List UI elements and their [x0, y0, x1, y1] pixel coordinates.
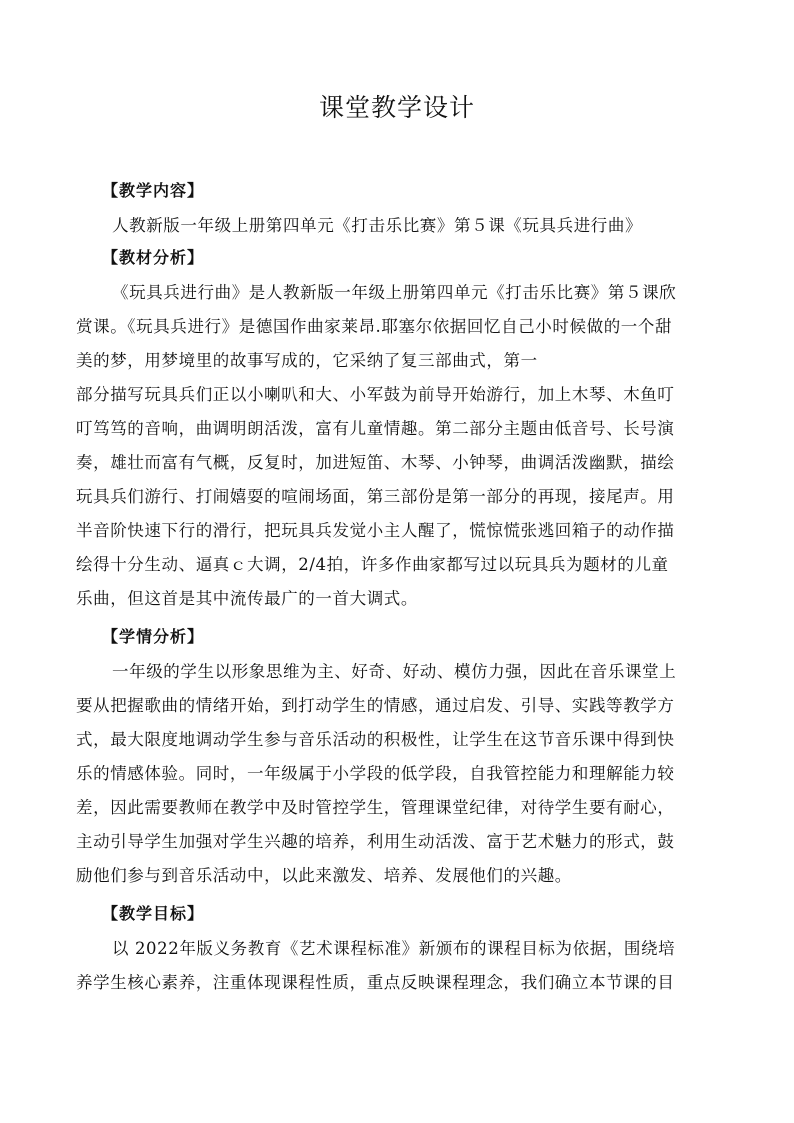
- learner-line: 乐的情感体验。同时，一年级属于小学段的低学段，自我管控能力和理解能力较: [76, 764, 675, 783]
- material-line: 《玩具兵进行曲》是人教新版一年级上册第四单元《打击乐比赛》第５课欣: [112, 283, 677, 302]
- goals-line: 以 2022年版义务教育《艺术课程标准》新颁布的课程目标为依据，围绕培: [112, 939, 676, 958]
- material-line: 半音阶快速下行的滑行，把玩具兵发觉小主人醒了，慌惊慌张逃回箱子的动作描: [76, 521, 675, 540]
- page-title: 课堂教学设计: [318, 93, 475, 122]
- heading-teaching-goals: 【教学目标】: [102, 904, 205, 923]
- heading-material-analysis: 【教材分析】: [102, 248, 205, 267]
- content-line: 人教新版一年级上册第四单元《打击乐比赛》第５课《玩具兵进行曲》: [112, 216, 643, 235]
- learner-line: 主动引导学生加强对学生兴趣的培养，利用生动活泼、富于艺术魅力的形式，鼓: [76, 832, 675, 851]
- material-line: 奏，雄壮而富有气概，反复时，加进短笛、木琴、小钟琴，曲调活泼幽默，描绘: [76, 453, 675, 472]
- learner-line: 要从把握歌曲的情绪开始，到打动学生的情感，通过启发、引导、实践等教学方: [76, 696, 675, 715]
- material-line: 绘得十分生动、逼真ｃ大调，2/4拍，许多作曲家都写过以玩具兵为题材的儿童: [76, 555, 669, 574]
- material-line: 赏课。《玩具兵进行》是德国作曲家莱昂.耶塞尔依据回忆自己小时候做的一个甜: [76, 317, 673, 336]
- material-line: 部分描写玩具兵们正以小喇叭和大、小军鼓为前导开始游行，加上木琴、木鱼叮: [76, 385, 675, 404]
- material-line: 叮笃笃的音响，曲调明朗活泼，富有儿童情趣。第二部分主题由低音号、长号演: [76, 419, 675, 438]
- learner-line: 差，因此需要教师在教学中及时管控学生，管理课堂纪律，对待学生要有耐心，: [76, 798, 675, 817]
- material-line: 美的梦，用梦境里的故事写成的，它采纳了复三部曲式，第一: [76, 351, 538, 370]
- material-line: 乐曲，但这首是其中流传最广的一首大调式。: [76, 589, 418, 608]
- goals-line: 养学生核心素养，注重体现课程性质，重点反映课程理念，我们确立本节课的目: [76, 973, 675, 992]
- heading-teaching-content: 【教学内容】: [102, 181, 205, 200]
- learner-line: 式，最大限度地调动学生参与音乐活动的积极性，让学生在这节音乐课中得到快: [76, 730, 675, 749]
- learner-line: 一年级的学生以形象思维为主、好奇、好动、模仿力强，因此在音乐课堂上: [112, 662, 677, 681]
- heading-learner-analysis: 【学情分析】: [102, 627, 205, 646]
- material-line: 玩具兵们游行、打闹嬉耍的喧闹场面，第三部份是第一部分的再现，接尾声。用: [76, 487, 675, 506]
- learner-line: 励他们参与到音乐活动中，以此来激发、培养、发展他们的兴趣。: [76, 866, 572, 885]
